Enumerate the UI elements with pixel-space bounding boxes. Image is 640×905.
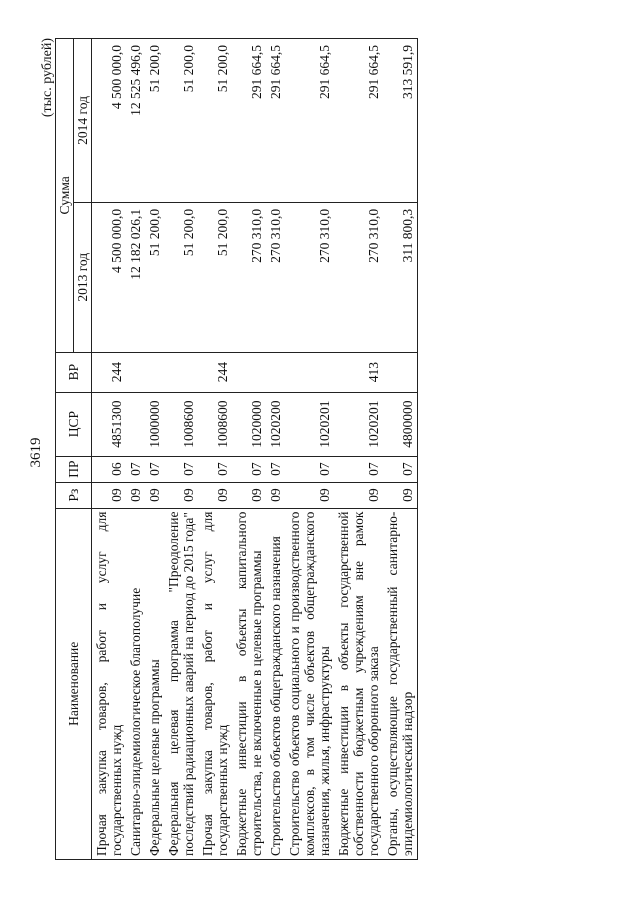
table-row — [266, 39, 285, 860]
header-sum: Сумма — [56, 39, 74, 353]
row-csr: 4800000 — [383, 392, 418, 456]
row-pr: 07 — [285, 456, 334, 482]
row-pr: 07 — [126, 456, 145, 482]
row-vr — [232, 352, 266, 392]
row-vr — [383, 352, 418, 392]
row-pr: 06 — [92, 456, 127, 482]
row-csr: 1020201 — [334, 392, 383, 456]
row-sum-2014: 51 200,0 — [198, 39, 232, 203]
row-vr: 244 — [198, 352, 232, 392]
row-vr — [145, 352, 164, 392]
row-vr: 244 — [92, 352, 127, 392]
page-number: 3619 — [28, 437, 44, 468]
row-vr: 413 — [334, 352, 383, 392]
row-csr: 1008600 — [198, 392, 232, 456]
row-name: Строительство объектов социального и производственного комплексов, в том числе объектов общегражданского назначения, жилья, инфраструктуры — [285, 508, 334, 859]
row-vr — [164, 352, 198, 392]
row-name: Строительство объектов общегражданского назначения — [266, 508, 285, 859]
row-pr: 07 — [198, 456, 232, 482]
row-sum-2014: 4 500 000,0 — [92, 39, 127, 203]
header-vr: ВР — [56, 352, 92, 392]
header-csr: ЦСР — [56, 392, 92, 456]
header-name: Наименование — [56, 508, 92, 859]
row-sum-2013: 270 310,0 — [266, 202, 285, 352]
header-pr: ПР — [56, 456, 92, 482]
row-sum-2013: 270 310,0 — [232, 202, 266, 352]
row-csr — [126, 392, 145, 456]
table-row — [232, 39, 266, 860]
row-sum-2014: 291 664,5 — [232, 39, 266, 203]
row-sum-2013: 4 500 000,0 — [92, 202, 127, 352]
header-2014: 2014 год — [74, 39, 92, 203]
row-vr — [126, 352, 145, 392]
row-pr: 07 — [266, 456, 285, 482]
row-name: Санитарно-эпидемиологическое благополучие — [126, 508, 145, 859]
row-rz: 09 — [198, 482, 232, 508]
row-csr: 1020201 — [285, 392, 334, 456]
row-sum-2014: 313 591,9 — [383, 39, 418, 203]
row-sum-2014: 291 664,5 — [285, 39, 334, 203]
row-name: Органы, осуществляющие государственный санитарно-эпидемиологический надзор — [383, 508, 418, 859]
table-row — [145, 39, 164, 860]
row-sum-2013: 12 182 026,1 — [126, 202, 145, 352]
row-vr — [285, 352, 334, 392]
row-rz: 09 — [92, 482, 127, 508]
units-label: (тыс. рублей) — [40, 38, 55, 118]
row-sum-2013: 270 310,0 — [285, 202, 334, 352]
row-name: Федеральная целевая программа "Преодоление последствий радиационных аварий на период до 2015 года" — [164, 508, 198, 859]
row-name: Бюджетные инвестиции в объекты капитального строительства, не включенные в целевые программы — [232, 508, 266, 859]
row-rz: 09 — [145, 482, 164, 508]
row-rz: 09 — [334, 482, 383, 508]
table-row — [198, 39, 232, 860]
row-pr: 07 — [232, 456, 266, 482]
row-name: Федеральные целевые программы — [145, 508, 164, 859]
row-sum-2013: 51 200,0 — [198, 202, 232, 352]
table-row — [334, 39, 383, 860]
row-rz: 09 — [164, 482, 198, 508]
row-sum-2013: 270 310,0 — [334, 202, 383, 352]
table-row — [285, 39, 334, 860]
row-sum-2014: 291 664,5 — [334, 39, 383, 203]
row-pr: 07 — [164, 456, 198, 482]
row-csr: 1000000 — [145, 392, 164, 456]
row-sum-2013: 311 800,3 — [383, 202, 418, 352]
row-rz: 09 — [266, 482, 285, 508]
header-rz: Рз — [56, 482, 92, 508]
row-sum-2013: 51 200,0 — [145, 202, 164, 352]
row-sum-2014: 51 200,0 — [164, 39, 198, 203]
row-csr: 1020200 — [266, 392, 285, 456]
row-csr: 1020000 — [232, 392, 266, 456]
row-csr: 4851300 — [92, 392, 127, 456]
row-rz: 09 — [126, 482, 145, 508]
row-sum-2013: 51 200,0 — [164, 202, 198, 352]
row-name: Прочая закупка товаров, работ и услуг для государственных нужд — [92, 508, 127, 859]
row-vr — [266, 352, 285, 392]
row-sum-2014: 51 200,0 — [145, 39, 164, 203]
budget-table — [55, 38, 418, 860]
row-sum-2014: 291 664,5 — [266, 39, 285, 203]
row-name: Бюджетные инвестиции в объекты государственной собственности бюджетным учреждениям вне рамок государственного оборонного заказа — [334, 508, 383, 859]
row-rz: 09 — [285, 482, 334, 508]
row-rz: 09 — [232, 482, 266, 508]
table-body — [92, 39, 418, 860]
table-row — [164, 39, 198, 860]
row-pr: 07 — [334, 456, 383, 482]
header-2013: 2013 год — [74, 202, 92, 352]
row-pr: 07 — [383, 456, 418, 482]
row-name: Прочая закупка товаров, работ и услуг для государственных нужд — [198, 508, 232, 859]
table-row — [126, 39, 145, 860]
row-csr: 1008600 — [164, 392, 198, 456]
row-rz: 09 — [383, 482, 418, 508]
table-row — [383, 39, 418, 860]
table-row — [92, 39, 127, 860]
row-sum-2014: 12 525 496,0 — [126, 39, 145, 203]
row-pr: 07 — [145, 456, 164, 482]
